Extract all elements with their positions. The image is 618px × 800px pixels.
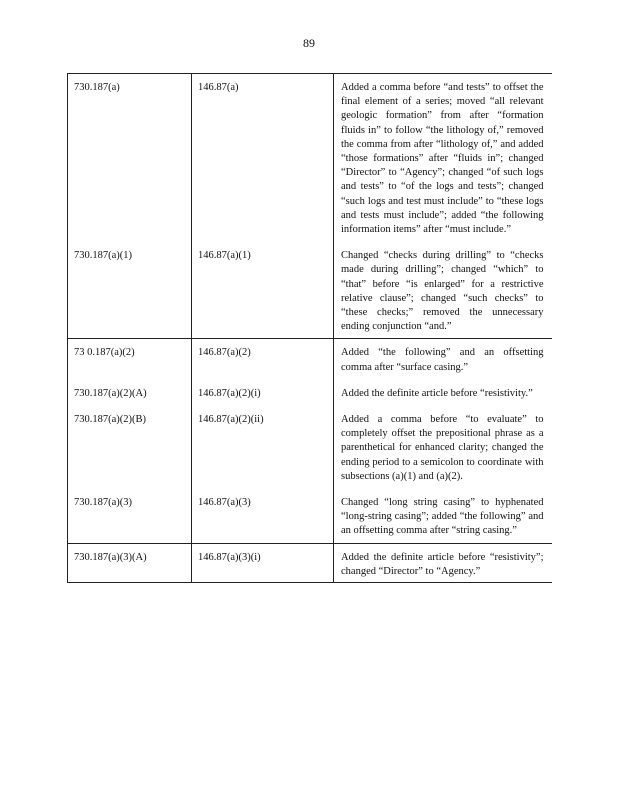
new-section-cell: 146.87(a)(3) [198,497,251,509]
revision-table [67,73,552,583]
old-section-cell: 730.187(a)(2)(A) [74,387,147,399]
table-row [68,387,552,413]
comment-cell: Added the definite article before “resistivity.” [341,387,533,399]
old-section-cell: 730.187(a)(1) [74,250,133,262]
table-row [68,413,552,496]
comment-cell: Added the definite article before “resistivity”; changed “Director” to “Agency.” [341,551,544,577]
old-section-cell: 730.187(a) [74,82,120,93]
new-section-cell: 146.87(a)(3)(i) [198,551,261,563]
new-section-cell: 146.87(a)(2)(i) [198,387,261,399]
old-section-cell: 730.187(a)(3) [74,497,133,509]
old-section-cell: 730.187(a)(3)(A) [74,551,147,563]
comment-cell: Changed “checks during drilling” to “checks made during drilling”; changed “which” to “that” before “is enlarged” for a restrictive relative clause”; changed “such checks” to “these checks;” removed the unnecessary ending conjunction “and.” [341,250,544,333]
comment-cell: Added a comma before “and tests” to offset the final element of a series; moved “all relevant geologic formation” from after “formation fluids in” to follow “the lithology of,” removed the comma from after “lithology of,” and added “those formations” after “fluids in”; changed “Director” to “Agency”; changed “of such logs and tests” to “of the logs and tests”; changed “such logs and test must include” to “these logs and tests must include”; added “the following information items” after “must include.” [341,82,544,236]
new-section-cell: 146.87(a) [198,82,239,93]
new-section-cell: 146.87(a)(2) [198,347,251,359]
table-row [68,543,552,582]
comment-cell: Added a comma before “to evaluate” to completely offset the prepositional phrase as a parenthetical for enhanced clarity; changed the ending period to a semicolon to coordinate with subsections (a)(1) and (a)(2). [341,414,544,482]
table-row [68,249,552,339]
comment-cell: Changed “long string casing” to hyphenated “long-string casing”; added “the following” and an offsetting comma after “string casing.” [341,497,544,537]
new-section-cell: 146.87(a)(1) [198,250,251,262]
table-row [68,74,552,250]
page-number: 89 [303,36,315,50]
table-row [68,496,552,543]
old-section-cell: 730.187(a)(2)(B) [74,414,147,426]
old-section-cell: 73 0.187(a)(2) [74,347,135,359]
table-row [68,339,552,387]
new-section-cell: 146.87(a)(2)(ii) [198,414,264,426]
comment-cell: Added “the following” and an offsetting comma after “surface casing.” [341,347,544,373]
